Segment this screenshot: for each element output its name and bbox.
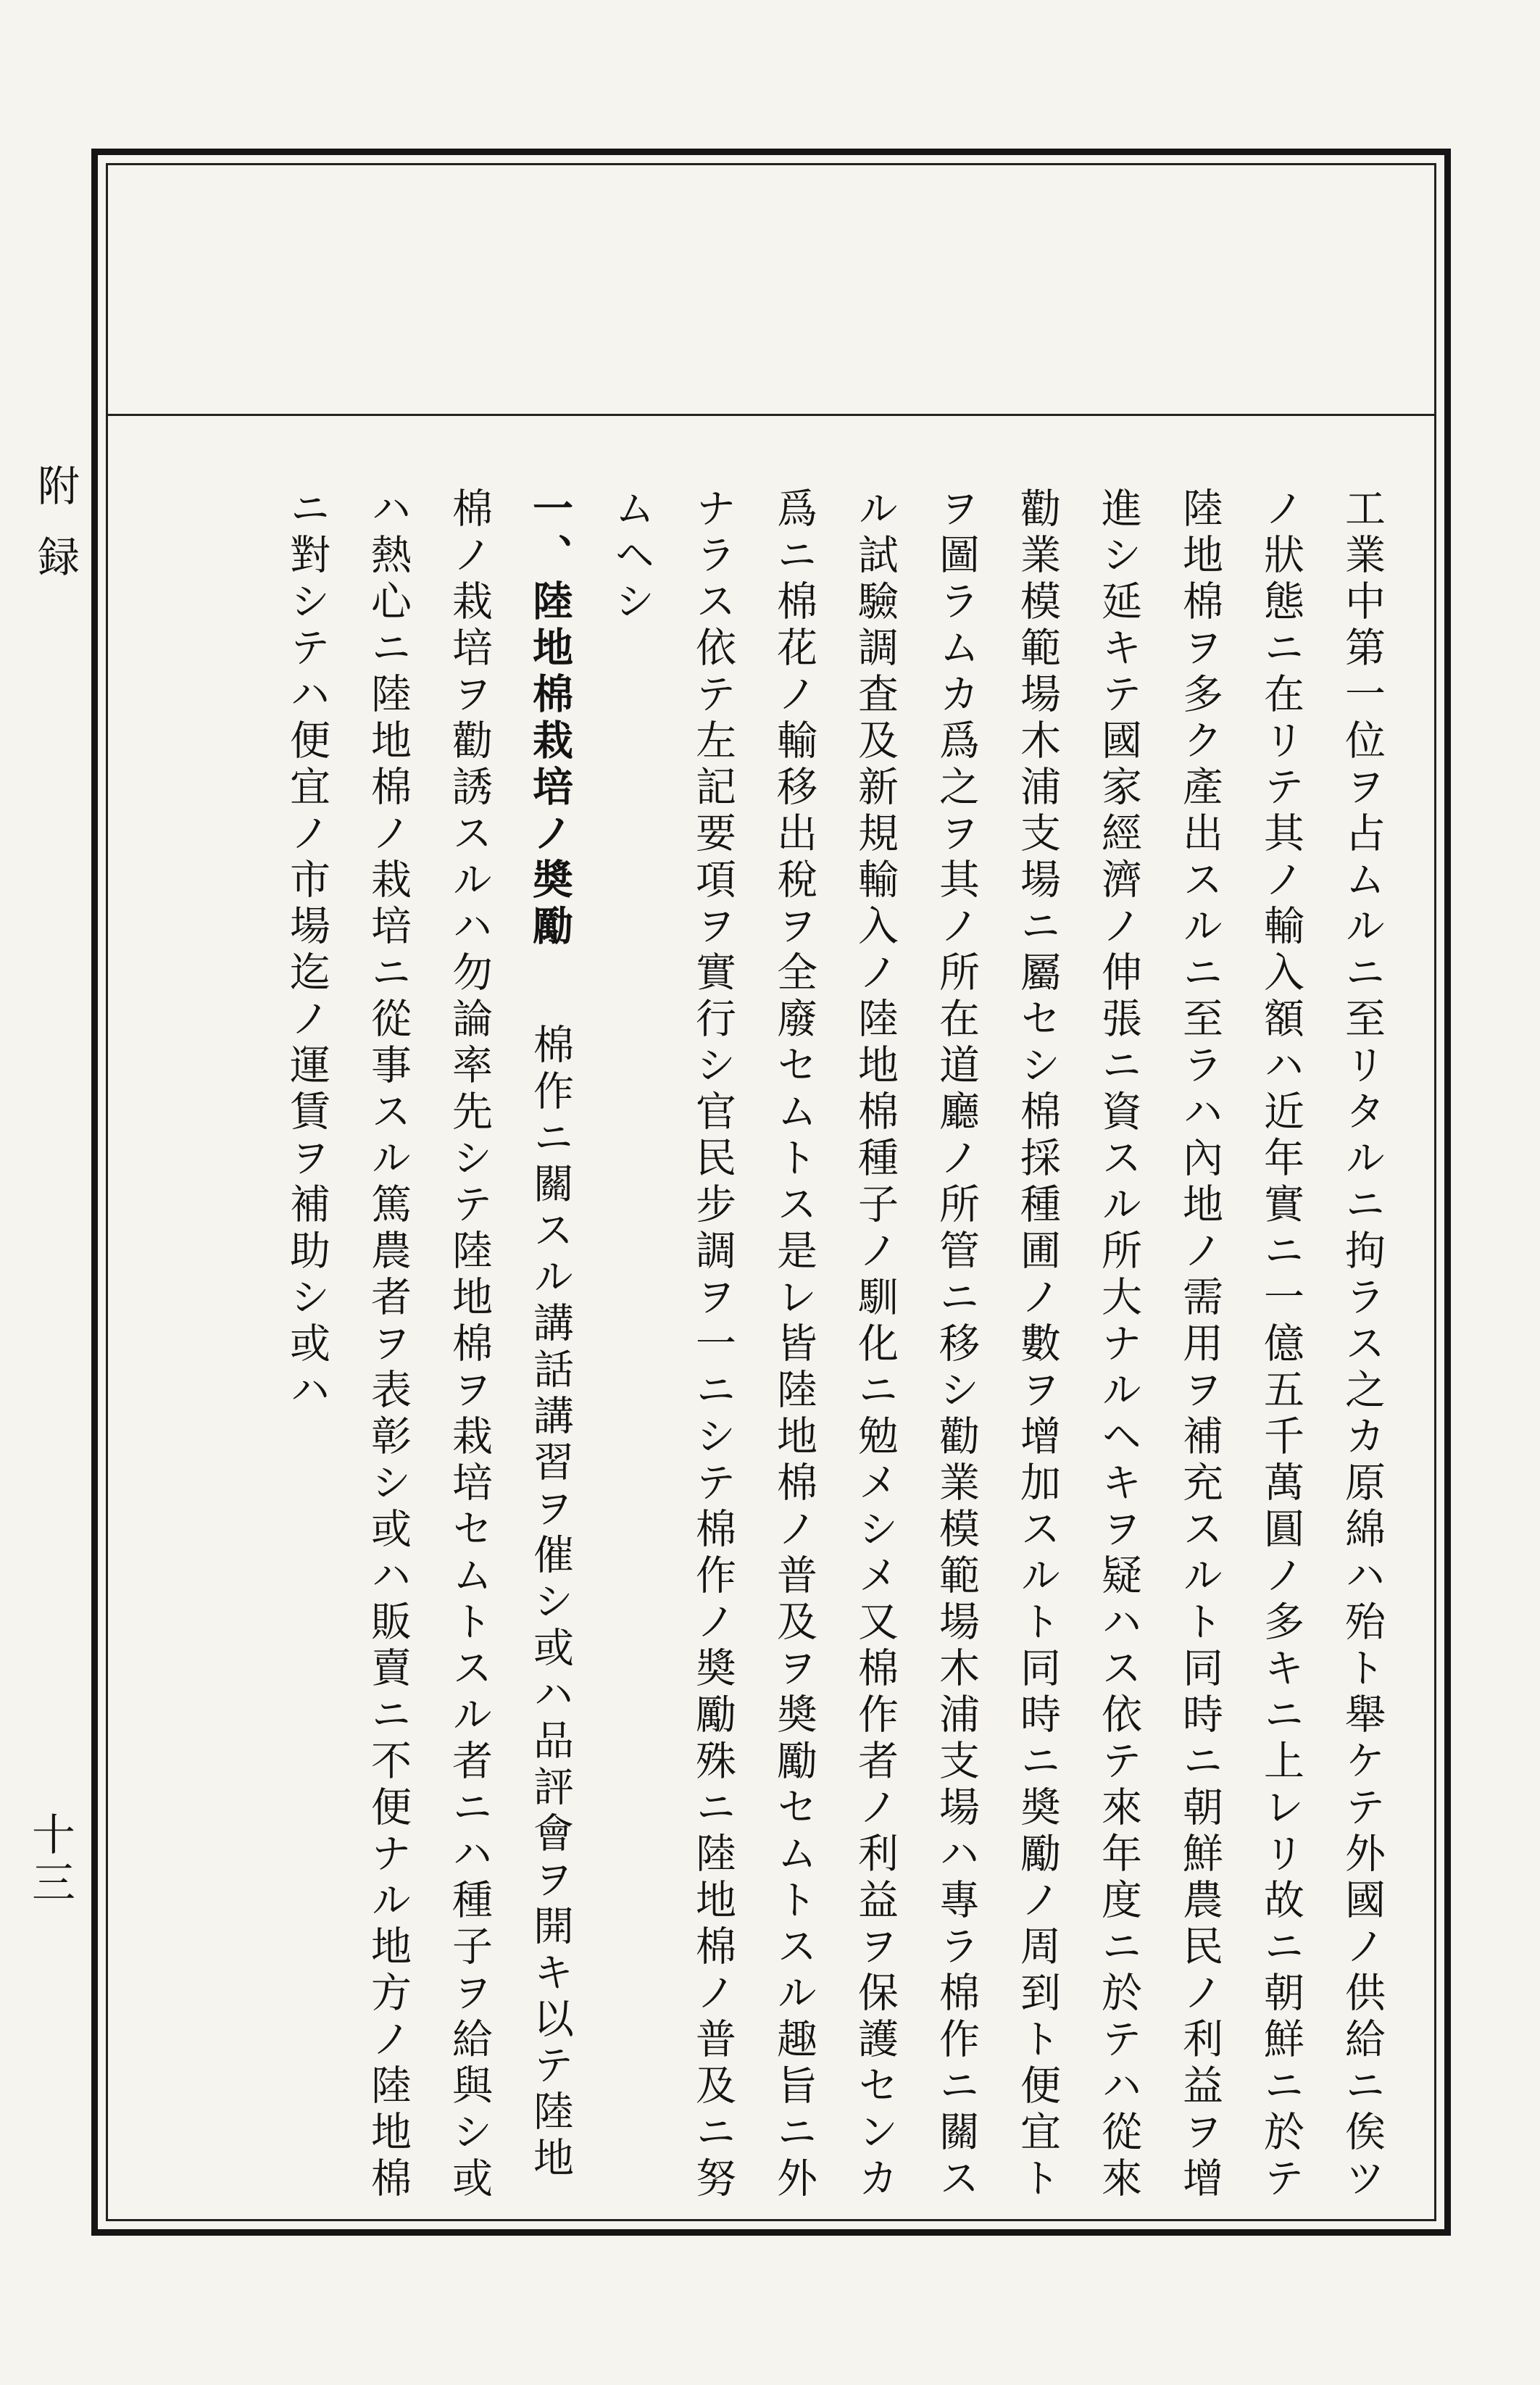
item-1 — [266, 487, 591, 2212]
section-label: 附録 — [30, 464, 80, 606]
intro-paragraph: 工業中第一位ヲ占ムルニ至リタルニ拘ラス之カ原綿ハ殆ト舉ケテ外國ノ供給ニ俟ツノ狀態ニ在リテ其ノ輸入額ハ近年實ニ一億五千萬圓ノ多キニ上レリ故ニ朝鮮ニ於テ陸地棉ヲ多ク產出スルニ至ラハ內地ノ需用ヲ補充スルト同時ニ朝鮮農民ノ利益ヲ增進シ延キテ國家經濟ノ伸張ニ資スル所大ナルヘキヲ疑ハス依テ來年度ニ於テハ從來勸業模範場木浦支場ニ屬セシ棉採種圃ノ數ヲ增加スルト同時ニ奬勵ノ周到ト便宜トヲ圖ラムカ爲之ヲ其ノ所在道廳ノ所管ニ移シ勸業模範場木浦支場ハ專ラ棉作ニ關スル試驗調査及新規輸入ノ陸地棉種子ノ馴化ニ勉メシメ又棉作者ノ利益ヲ保護センカ爲ニ棉花ノ輸移出稅ヲ全廢セムトス是レ皆陸地棉ノ普及ヲ奬勵セムトスル趣旨ニ外ナラス依テ左記要項ヲ實行シ官民步調ヲ一ニシテ棉作ノ奬勵殊ニ陸地棉ノ普及ニ努ムヘシ — [608, 487, 1386, 2203]
body-text — [185, 487, 1402, 2212]
header-rule — [106, 414, 1436, 416]
item-1-title: 一、陸地棉栽培ノ奬勵 — [526, 487, 574, 951]
page-number: 十三 — [25, 1812, 75, 1907]
item-1-body: 棉作ニ關スル講話講習ヲ催シ或ハ品評會ヲ開キ以テ陸地棉ノ栽培ヲ勸誘スルハ勿論率先シテ陸地棉ヲ栽培セムトスル者ニハ種子ヲ給與シ或ハ熱心ニ陸地棉ノ栽培ニ從事スル篤農者ヲ表彰シ或ハ販賣ニ不便ナル地方ノ陸地棉ニ對シテハ便宜ノ市場迄ノ運賃ヲ補助シ或ハ — [283, 487, 574, 2203]
